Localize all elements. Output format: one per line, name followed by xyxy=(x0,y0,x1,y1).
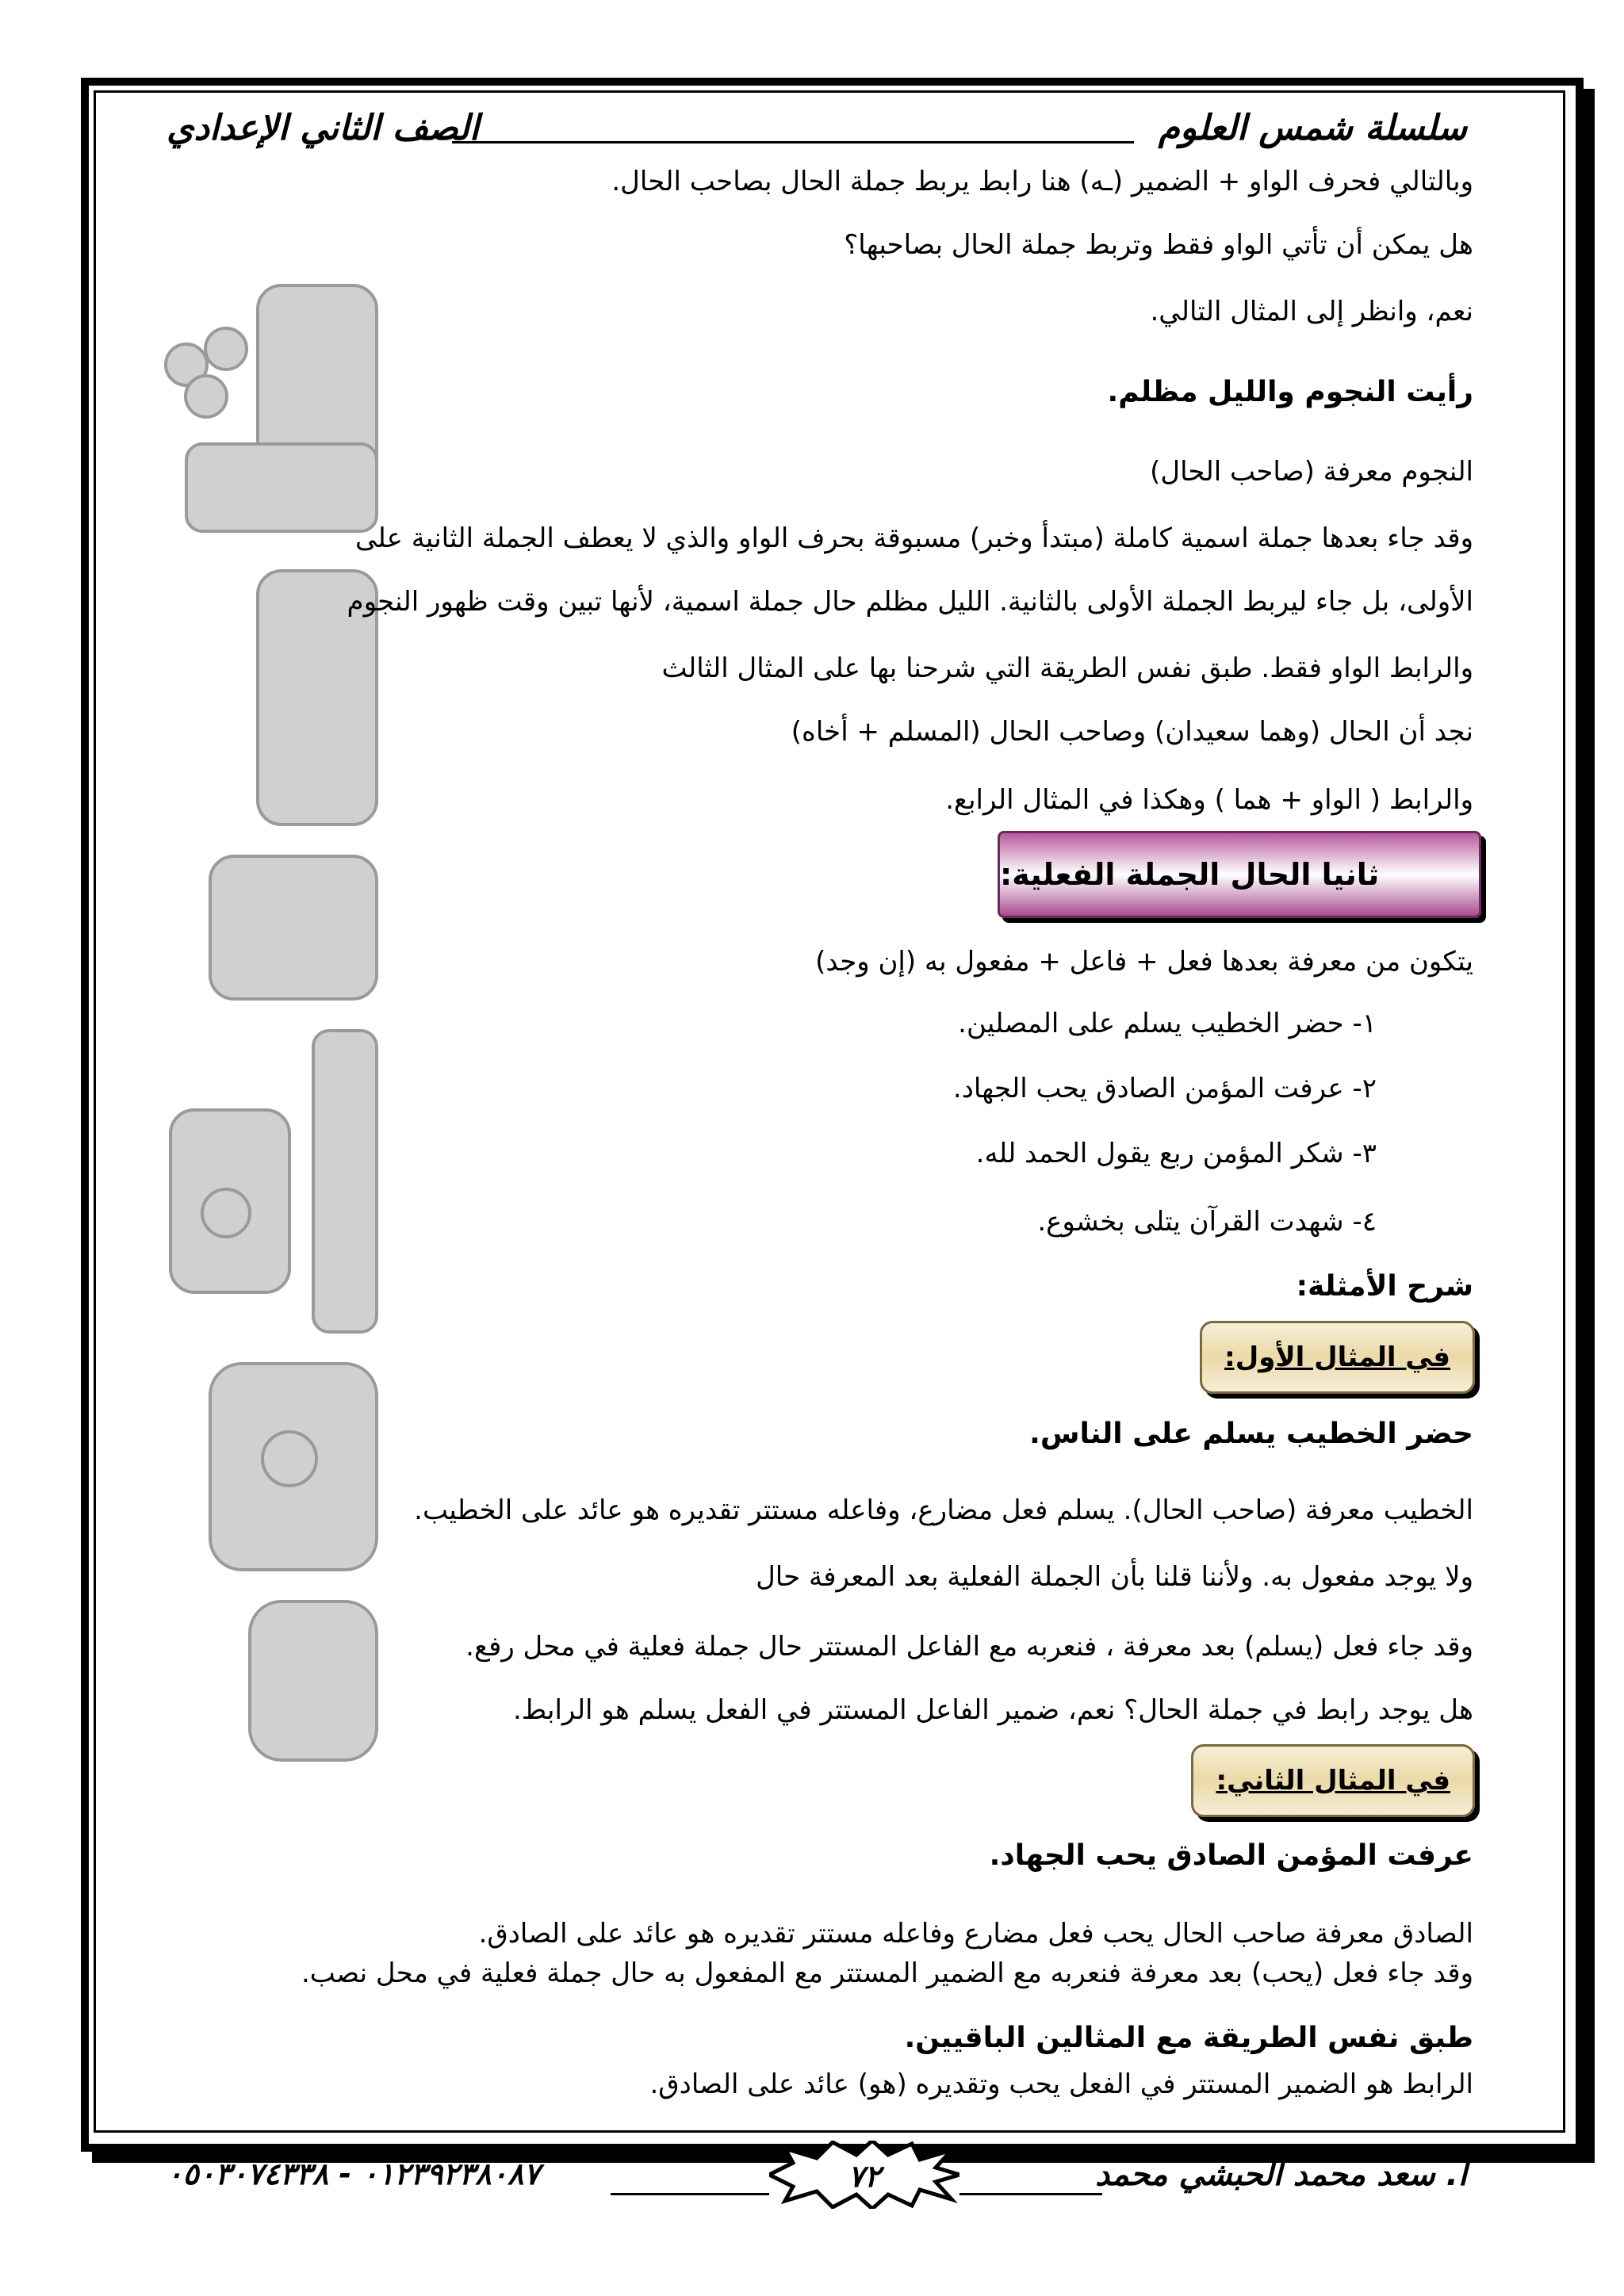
page-number-badge xyxy=(769,2141,959,2209)
example1-line: وقد جاء فعل (يسلم) بعد معرفة ، فنعربه مع الفاعل المستتر حال جملة فعلية في محل رفع. xyxy=(465,1631,1473,1663)
watermark-dot xyxy=(262,1432,316,1486)
example2-tag: في المثال الثاني: xyxy=(1191,1744,1475,1817)
watermark-dot xyxy=(205,328,247,369)
body-line: هل يمكن أن تأتي الواو فقط وتربط جملة الحال بصاحبها؟ xyxy=(844,229,1473,261)
example2-sentence: عرفت المؤمن الصادق يحب الجهاد. xyxy=(989,1839,1473,1872)
explanation-line: وقد جاء بعدها جملة اسمية كاملة (مبتدأ وخبر) مسبوقة بحرف الواو والذي لا يعطف الجملة الثانية على xyxy=(355,522,1473,554)
example2-line: وقد جاء فعل (يحب) بعد معرفة فنعربه مع الضمير المستتر مع المفعول به حال جملة فعلية في محل نصب. xyxy=(301,1957,1473,1989)
watermark-stroke xyxy=(313,1031,377,1332)
body-line: وبالتالي فحرف الواو + الضمير (ـه) هنا رابط يربط جملة الحال بصاحب الحال. xyxy=(611,166,1473,197)
author-name: أ. سعد محمد الحبشي محمد xyxy=(1095,2156,1467,2193)
watermark-stroke xyxy=(210,856,377,999)
page-number: ٧٢ xyxy=(848,2159,881,2194)
numbered-example: ١- حضر الخطيب يسلم على المصلين. xyxy=(958,1008,1377,1039)
footer-rule xyxy=(611,2193,769,2195)
numbered-example: ٢- عرفت المؤمن الصادق يحب الجهاد. xyxy=(952,1073,1377,1104)
example-sentence: رأيت النجوم والليل مظلم. xyxy=(1107,376,1473,408)
numbered-example: ٤- شهدت القرآن يتلى بخشوع. xyxy=(1037,1206,1377,1238)
explanation-line: النجوم معرفة (صاحب الحال) xyxy=(1150,456,1473,488)
example2-line: الصادق معرفة صاحب الحال يحب فعل مضارع وفاعله مستتر تقديره هو عائد على الصادق. xyxy=(478,1918,1473,1950)
watermark-dot xyxy=(202,1189,250,1237)
phone-numbers: ٠١٢٣٩٢٣٨٠٨٧ - ٠٥٠٣٠٧٤٣٣٨ xyxy=(167,2156,540,2191)
page-footer xyxy=(167,2156,1467,2212)
watermark-stroke xyxy=(186,444,377,531)
watermark-stroke xyxy=(250,1601,377,1760)
section-banner: ثانيا الحال الجملة الفعلية: xyxy=(998,831,1481,918)
final-line: الرابط هو الضمير المستتر في الفعل يحب وتقديره (هو) عائد على الصادق. xyxy=(649,2068,1473,2100)
apply-instruction: طبق نفس الطريقة مع المثالين الباقيين. xyxy=(904,2022,1473,2054)
example1-line: هل يوجد رابط في جملة الحال؟ نعم، ضمير الفاعل المستتر في الفعل يسلم هو الرابط. xyxy=(512,1694,1473,1726)
footer-rule xyxy=(959,2193,1102,2195)
example1-tag: في المثال الأول: xyxy=(1200,1321,1475,1394)
watermark-dot xyxy=(186,376,227,417)
explanation-line: والرابط الواو فقط. طبق نفس الطريقة التي شرحنا بها على المثال الثالث xyxy=(661,652,1473,684)
header-rule xyxy=(452,141,1134,144)
decorative-watermark xyxy=(139,238,400,1823)
grade-title: الصف الثاني الإعدادي xyxy=(167,108,480,148)
page-header xyxy=(167,108,1467,159)
explanation-line: والرابط ( الواو + هما ) وهكذا في المثال الرابع. xyxy=(945,784,1473,816)
example1-line: ولا يوجد مفعول به. ولأننا قلنا بأن الجملة الفعلية بعد المعرفة حال xyxy=(756,1561,1473,1593)
explanation-line: الأولى، بل جاء ليربط الجملة الأولى بالثانية. الليل مظلم حال جملة اسمية، لأنها تبين وقت ظهور النجوم xyxy=(347,586,1473,618)
example1-sentence: حضر الخطيب يسلم على الناس. xyxy=(1029,1418,1473,1450)
body-line: نعم، وانظر إلى المثال التالي. xyxy=(1150,296,1473,327)
series-title: سلسلة شمس العلوم xyxy=(1158,108,1467,148)
explanation-line: نجد أن الحال (وهما سعيدان) وصاحب الحال (المسلم + أخاه) xyxy=(791,716,1473,748)
numbered-example: ٣- شكر المؤمن ربع يقول الحمد لله. xyxy=(975,1138,1377,1169)
explain-heading: شرح الأمثلة: xyxy=(1296,1270,1473,1303)
example1-line: الخطيب معرفة (صاحب الحال). يسلم فعل مضارع، وفاعله مستتر تقديره هو عائد على الخطيب. xyxy=(414,1494,1473,1526)
section-intro: يتكون من معرفة بعدها فعل + فاعل + مفعول به (إن وجد) xyxy=(815,946,1473,978)
